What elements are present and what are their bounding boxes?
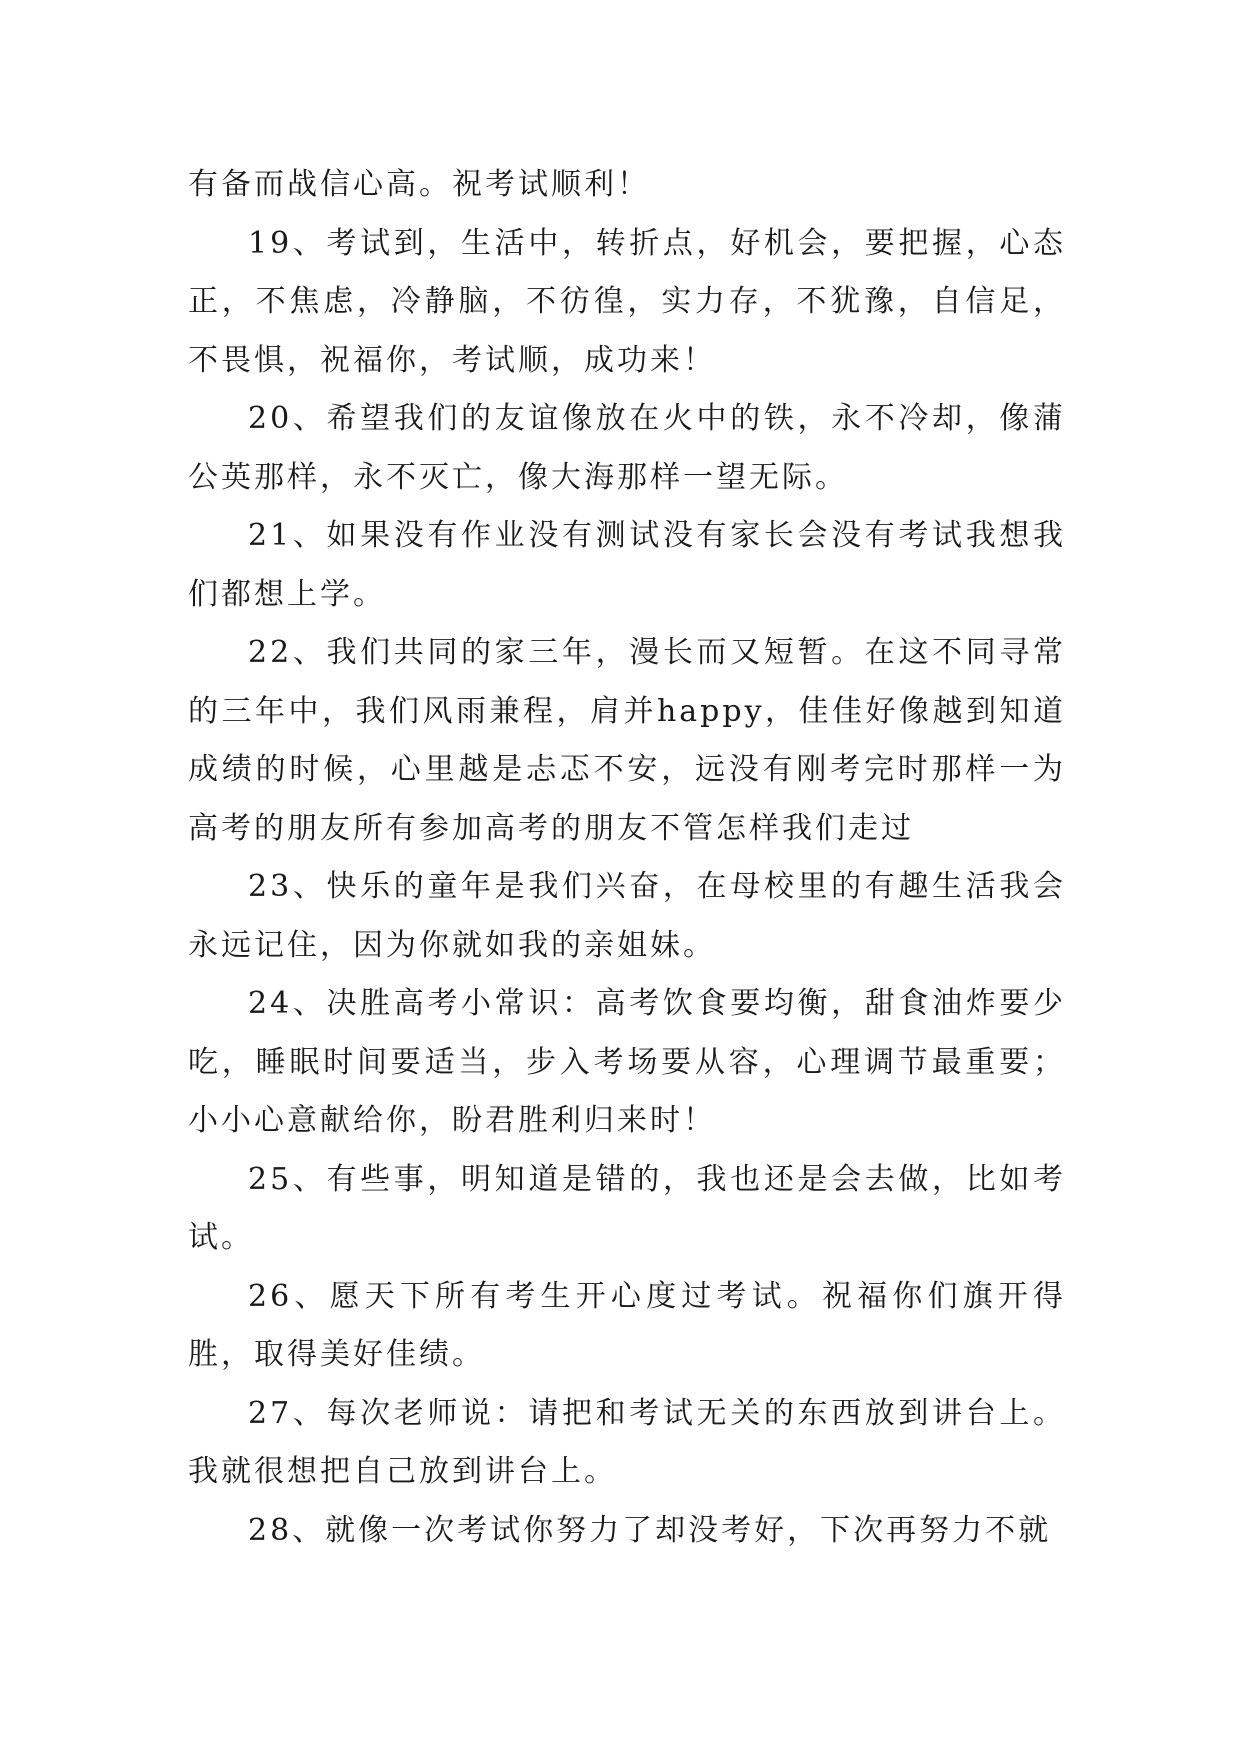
paragraph-27: 27、每次老师说：请把和考试无关的东西放到讲台上。我就很想把自己放到讲台上。 [188, 1395, 1066, 1489]
paragraph-continuation: 有备而战信心高。祝考试顺利！ [188, 167, 650, 202]
paragraph-21: 21、如果没有作业没有测试没有家长会没有考试我想我们都想上学。 [188, 518, 1066, 612]
paragraph-19: 19、考试到，生活中，转折点，好机会，要把握，心态正，不焦虑，冷静脑，不彷徨，实力存，不犹豫，自信足，不畏惧，祝福你，考试顺，成功来！ [188, 225, 1066, 378]
paragraph-24: 24、决胜高考小常识：高考饮食要均衡，甜食油炸要少吃，睡眠时间要适当，步入考场要从容，心理调节最重要；小小心意献给你，盼君胜利归来时！ [188, 986, 1066, 1138]
paragraph-26: 26、愿天下所有考生开心度过考试。祝福你们旗开得胜，取得美好佳绩。 [188, 1278, 1066, 1372]
paragraph-23: 23、快乐的童年是我们兴奋，在母校里的有趣生活我会永远记住，因为你就如我的亲姐妹。 [188, 869, 1066, 963]
paragraph-20: 20、希望我们的友谊像放在火中的铁，永不冷却，像蒲公英那样，永不灭亡，像大海那样一望无际。 [188, 401, 1066, 495]
document-body [188, 156, 1066, 1560]
paragraph-28: 28、就像一次考试你努力了却没考好，下次再努力不就 [248, 1512, 1052, 1548]
paragraph-25: 25、有些事，明知道是错的，我也还是会去做，比如考试。 [188, 1161, 1066, 1255]
paragraph-22: 22、我们共同的家三年，漫长而又短暂。在这不同寻常的三年中，我们风雨兼程，肩并happy，佳佳好像越到知道成绩的时候，心里越是忐忑不安，远没有刚考完时那样一为高考的朋友所有参加高考的朋友不管怎样我们走过 [188, 635, 1066, 846]
